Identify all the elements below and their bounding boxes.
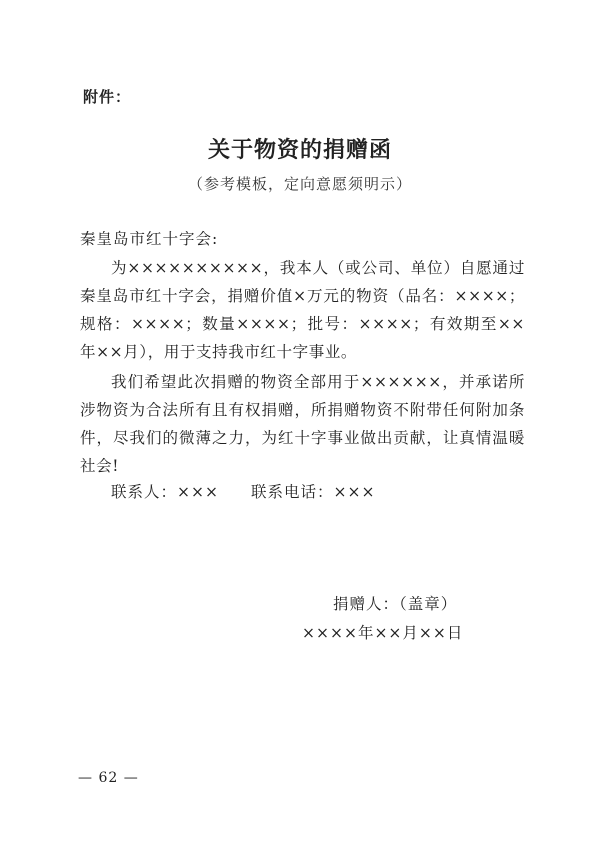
contact-phone: 联系电话：××× — [250, 483, 376, 501]
contact-person: 联系人：××× — [111, 483, 219, 501]
attachment-label: 附件： — [83, 88, 132, 106]
body-paragraph-2: 我们希望此次捐赠的物资全部用于××××××，并承诺所涉物资为合法所有且有权捐赠，所捐赠物资不附带任何附加条件，尽我们的微薄之力，为红十字事业做出贡献，让真情温暖社会! — [80, 373, 525, 475]
contact-line — [111, 480, 375, 502]
salutation: 秦皇岛市红十字会: — [80, 230, 219, 248]
document-subtitle: （参考模板，定向意愿须明示） — [187, 175, 412, 193]
body-paragraph-1: 为××××××××××，我本人（或公司、单位）自愿通过秦皇岛市红十字会，捐赠价值×万元的物资（品名：××××；规格：××××；数量××××；批号：××××；有效期至××年××月），用于支持我市红十字事业。 — [80, 259, 525, 361]
document-title: 关于物资的捐赠函 — [207, 137, 392, 163]
page-number: — 62 — — [78, 770, 139, 786]
donor-signature-line: 捐赠人：（盖章） — [333, 595, 458, 613]
date-line: ××××年××月××日 — [302, 624, 464, 642]
